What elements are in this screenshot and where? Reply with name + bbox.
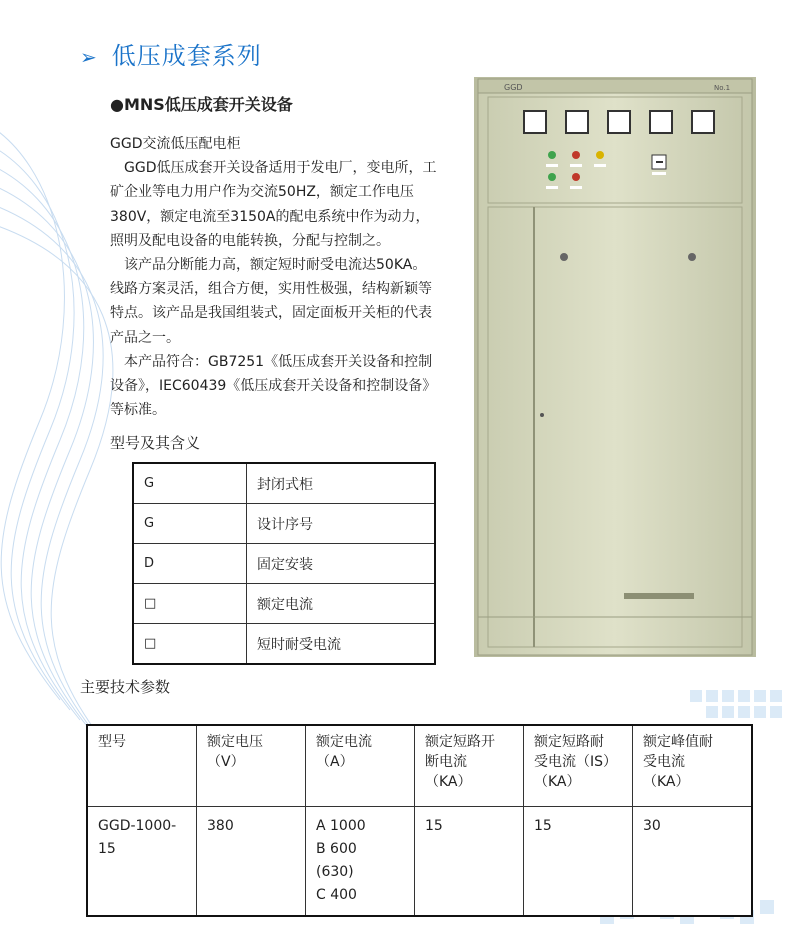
product-subheading: ●MNS低压成套开关设备 [110,95,293,114]
model-code: □ [133,624,247,665]
cell-peak-current: 30 [633,807,753,917]
cell-withstand-current: 15 [524,807,633,917]
model-meaning: 设计序号 [247,504,436,544]
header-model: 型号 [87,725,197,807]
header-peak-withstand: 额定峰值耐 受电流 （KA） [633,725,753,807]
table-row [133,544,435,584]
header-rated-voltage: 额定电压 （V） [197,725,306,807]
section-title: 低压成套系列 [111,42,262,70]
cell-current: A 1000 B 600 (630) C 400 [306,807,415,917]
table-row [133,624,435,665]
section-heading [80,36,262,71]
cabinet-top-label: GGD [504,83,523,92]
model-code: G [133,463,247,504]
model-meaning-title: 型号及其含义 [110,434,201,452]
table-row [133,504,435,544]
table-header-row [87,725,752,807]
model-meaning: 短时耐受电流 [247,624,436,665]
model-meaning: 额定电流 [247,584,436,624]
model-code: G [133,504,247,544]
selector-switch [652,155,666,175]
model-meaning-table [132,462,436,665]
header-short-circuit-break: 额定短路开 断电流 （KA） [415,725,524,807]
nameplate [624,593,694,599]
cell-voltage: 380 [197,807,306,917]
header-rated-current: 额定电流 （A） [306,725,415,807]
description-para-3: 本产品符合：GB7251《低压成套开关设备和控制设备》，IEC60439《低压成套开关设备和控制设备》等标准。 [110,353,437,419]
model-meaning: 固定安装 [247,544,436,584]
description-para-1: GGD低压成套开关设备适用于发电厂，变电所，工矿企业等电力用户作为交流50HZ，额定工作电压380V，额定电流至3150A的配电系统中作为动力，照明及配电设备的电能转换，分配与控制之。 [110,160,437,249]
header-short-time-withstand: 额定短路耐 受电流（IS） （KA） [524,725,633,807]
tech-params-title: 主要技术参数 [80,678,171,696]
table-row [133,584,435,624]
product-description [110,132,438,422]
arrow-icon: ➢ [80,45,98,69]
tech-params-table [86,724,753,917]
model-code: □ [133,584,247,624]
model-code: D [133,544,247,584]
cell-break-current: 15 [415,807,524,917]
description-title: GGD交流低压配电柜 [110,136,241,152]
cabinet-top-right-label: No.1 [714,84,731,92]
description-para-2: 该产品分断能力高，额定短时耐受电流达50KA。线路方案灵活，组合方便，实用性极强，结构新颖等特点。该产品是我国组装式，固定面板开关柜的代表产品之一。 [110,257,432,346]
table-row [133,463,435,504]
cabinet-photo [474,77,756,657]
model-meaning: 封闭式柜 [247,463,436,504]
cell-model: GGD-1000-15 [87,807,197,917]
table-row [87,807,752,917]
